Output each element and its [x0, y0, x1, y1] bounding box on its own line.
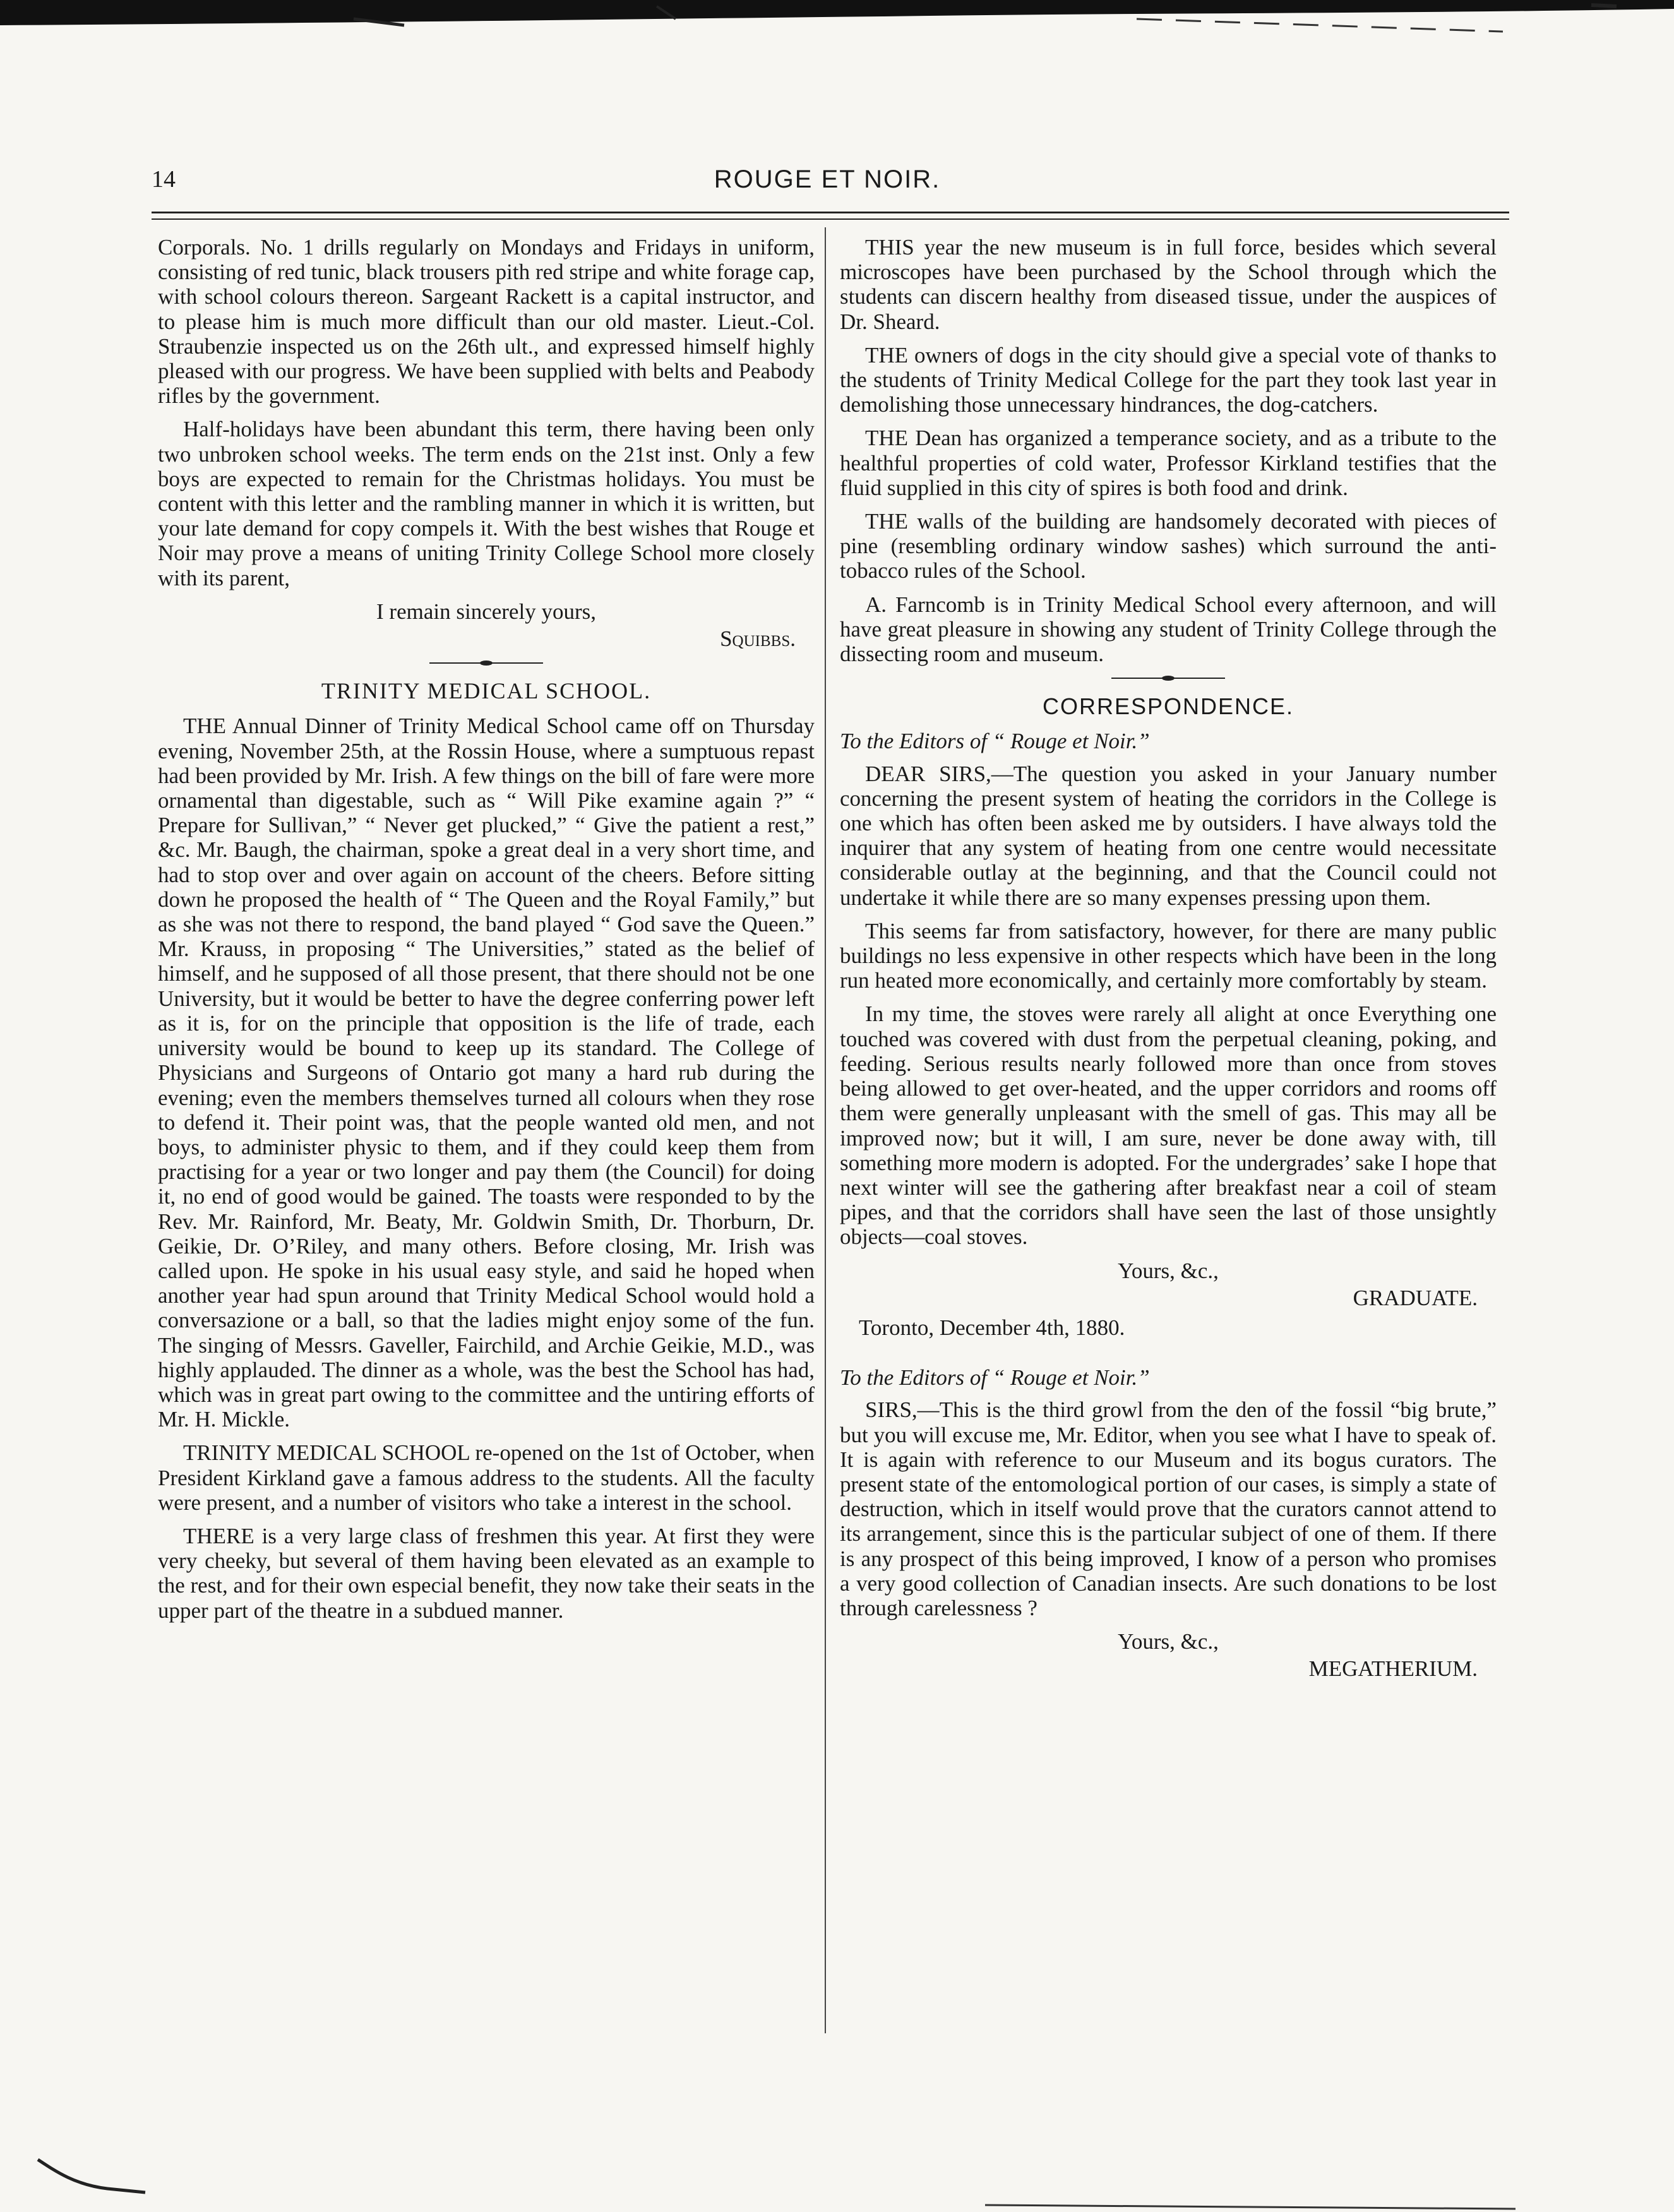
section-divider: [1111, 678, 1225, 679]
paragraph-reopened: TRINITY MEDICAL SCHOOL re-opened on the 1st of October, when President Kirkland gave a famous address to the students. All the faculty were present, and a number of visitors who take a interest in the school.: [158, 1440, 815, 1515]
letter-address: To the Editors of “ Rouge et Noir.”: [840, 1365, 1150, 1390]
paragraph-temperance: THE Dean has organized a temperance society, and as a tribute to the healthful properties of cold water, Professor Kirkland testifies that the fluid supplied in this city of spires is both food and drink.: [840, 426, 1497, 500]
paragraph-freshmen: THERE is a very large class of freshmen this year. At first they were very cheeky, but several of them having been elevated as an example to the rest, and for their own especial benefit, they now take their seats in the upper part of the theatre in a subdued manner.: [158, 1523, 815, 1623]
paragraph-half-holidays: Half-holidays have been abundant this term, there having been only two unbroken school weeks. The term ends on the 21st inst. Only a few boys are expected to remain for the Christmas holidays. You must be content with this letter and the rambling manner in which it is written, but your late demand for copy compels it. With the best wishes that Rouge et Noir may prove a means of uniting Trinity College School more closely with its parent,: [158, 417, 815, 590]
paragraph-corporals: Corporals. No. 1 drills regularly on Mondays and Fridays in uniform, consisting of red tunic, black trousers pith red stripe and white forage cap, with school colours thereon. Sargeant Rackett is a capital instructor, and to please him is much more difficult than our old master. Lieut.-Col. Straubenzie inspected us on the 26th ult., and expressed himself highly pleased with our progress. We have been supplied with belts and Peabody rifles by the government.: [158, 235, 815, 409]
heading-correspondence: CORRESPONDENCE.: [1042, 693, 1294, 720]
paragraph-museum-curators: SIRS,—This is the third growl from the den of the fossil “big brute,” but you will excuse me, Mr. Editor, when you see what I have to speak of. It is again with reference to our Museum and its bogus curators. The present state of the entomological portion of our cases, is simply a state of destruction, which in itself would prove that the curators cannot attend to its arrangement, since this is the particular subject of one of them. If there is any prospect of this being improved, I know of a person who promises a very good collection of Canadian insects. Are such donations to be lost through carelessness ?: [840, 1397, 1497, 1620]
signature-squibbs: Squibbs.: [720, 626, 796, 652]
letter-closing: [840, 1258, 1497, 1310]
letter-address: To the Editors of “ Rouge et Noir.”: [840, 729, 1150, 754]
scan-bottom-edge: [0, 2134, 1674, 2212]
paragraph-walls: THE walls of the building are handsomely decorated with pieces of pine (resembling ordinary window sashes) which surround the anti-tobacco rules of the School.: [840, 509, 1497, 583]
section-divider: [429, 662, 543, 664]
closing-line: Yours, &c.,: [1118, 1258, 1219, 1283]
paragraph-museum: THIS year the new museum is in full force, besides which several microscopes have been purchased by the School through which the students can discern healthy from diseased tissue, under the auspices of Dr. Sheard.: [840, 235, 1497, 334]
letter-closing: [840, 1629, 1497, 1681]
running-title: ROUGE ET NOIR.: [714, 165, 941, 193]
paragraph-annual-dinner: THE Annual Dinner of Trinity Medical School came off on Thursday evening, November 25th, at the Rossin House, where a sumptuous repast had been provided by Mr. Irish. A few things on the bill of fare were more ornamental than digestable, such as “ Will Pike examine again ?” “ Prepare for Sullivan,” “ Never get plucked,” “ Give the patient a rest,” &c. Mr. Baugh, the chairman, spoke a great deal in a very short time, and had to stop over and over again on account of the cheers. Before sitting down he proposed the health of “ The Queen and the Royal Family,” but as she was not there to respond, the band played “ God save the Queen.” Mr. Krauss, in proposing “ The Universities,” stated as the belief of himself, and he supposed of all those present, that there should not be one University, but it would be better to have the degree conferring power left as it is, for on the principle that opposition is the life of trade, each university would be bound to keep up its standard. The College of Physicians and Surgeons of Ontario got many a hard rub during the evening; even the members themselves turned all colours when they rose to defend it. Their point was, that the people wanted old men, and not boys, to administer physic to them, and if they could keep them from practising for a year or two longer and pay them (the Council) for doing it, no end of good would be gained. The toasts were responded to by the Rev. Mr. Rainford, Mr. Beaty, Mr. Goldwin Smith, Dr. Thorburn, Dr. Geikie, Dr. O’Riley, and many others. Before closing, Mr. Irish was called upon. He spoke in his usual easy style, and said he hoped when another year had spun around that Trinity Medical School would hold a conversazione or a ball, so that the ladies might enjoy some of the fun. The singing of Messrs. Gaveller, Fairchild, and Archie Geikie, M.D., was highly applauded. The dinner as a whole, was the best the School has had, which was in great part owing to the committee and the untiring efforts of Mr. H. Mickle.: [158, 714, 815, 1432]
paragraph-heating-question: DEAR SIRS,—The question you asked in your January number concerning the present system of heating the corridors in the College is one which has often been asked me by outsiders. I have always told the inquirer that any system of heating from one centre would necessitate considerable outlay at the beginning, and that the Council could not undertake it while there are so many expenses pressing upon them.: [840, 761, 1497, 910]
left-column: [158, 235, 815, 1632]
paragraph-dog-catchers: THE owners of dogs in the city should give a special vote of thanks to the students of Trinity Medical College for the part they took last year in demolishing those unnecessary hindrances, the dog-catchers.: [840, 342, 1497, 417]
right-column: [840, 235, 1497, 1682]
paragraph-farncomb: A. Farncomb is in Trinity Medical School every afternoon, and will have great pleasure in showing any student of Trinity College through the dissecting room and museum.: [840, 592, 1497, 667]
letter-date: Toronto, December 4th, 1880.: [859, 1315, 1125, 1340]
closing-line: I remain sincerely yours,: [376, 599, 596, 624]
paragraph-stoves: In my time, the stoves were rarely all alight at once Everything one touched was covered with dust from the perpetual cleaning, poking, and feeding. Serious results nearly followed more than once from stoves being allowed to get over-heated, and the upper corridors and rooms off them were generally unpleasant with the smell of gas. This may all be improved now; but it will, I am sure, never be done away with, till something more modern is adopted. For the undergrades’ sake I hope that next winter will see the gathering after breakfast near a coil of steam pipes, and that the corridors shall have seen the last of those unsightly objects—coal stoves.: [840, 1001, 1497, 1250]
header-rule: [152, 212, 1509, 220]
heading-trinity-medical-school: TRINITY MEDICAL SCHOOL.: [321, 678, 652, 704]
signature-graduate: GRADUATE.: [1353, 1285, 1478, 1310]
page-number: 14: [152, 166, 176, 193]
column-divider: [825, 227, 826, 2033]
closing-line: Yours, &c.,: [1118, 1629, 1219, 1654]
letter-closing: [158, 599, 815, 651]
page-header: [152, 165, 1503, 203]
paragraph-steam: This seems far from satisfactory, however, for there are many public buildings no less expensive in other respects which have been in the long run heated more economically, and certainly more comfortably by steam.: [840, 918, 1497, 993]
signature-megatherium: MEGATHERIUM.: [1308, 1656, 1478, 1682]
scan-top-edge: [0, 0, 1674, 76]
